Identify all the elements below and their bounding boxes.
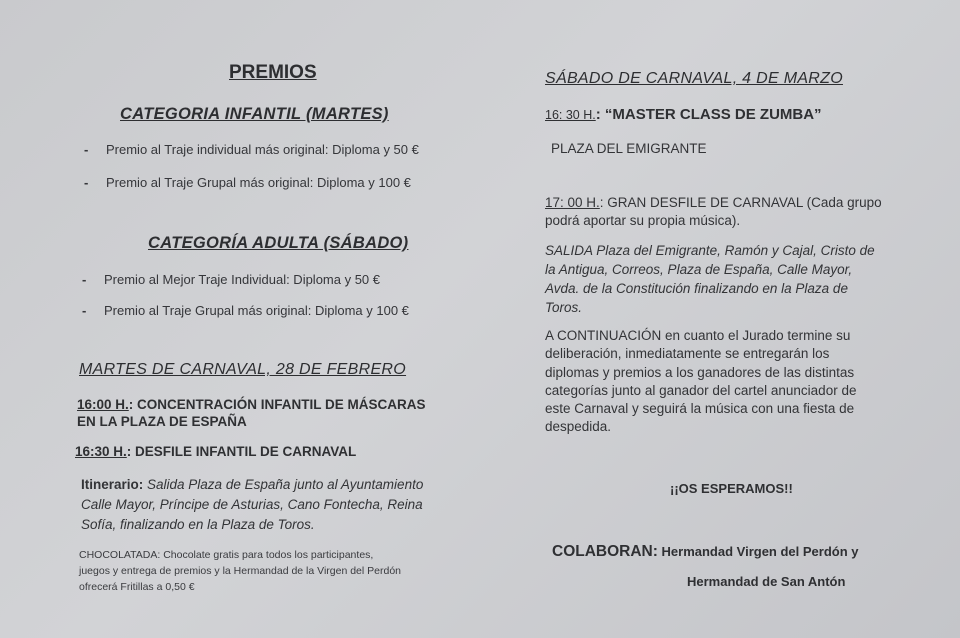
martes-event-2: [75, 444, 356, 459]
itinerario-line-1: [81, 476, 423, 494]
salida-line-2: la Antigua, Correos, Plaza de España, Calle Mayor,: [545, 262, 853, 277]
sabado-heading: SÁBADO DE CARNAVAL, 4 DE MARZO: [545, 70, 843, 87]
premio-item-text: Premio al Traje individual más original: Diploma y 50 €: [106, 142, 419, 157]
event-text: : DESFILE INFANTIL DE CARNAVAL: [126, 444, 357, 459]
salida-label: SALIDA: [545, 243, 593, 258]
premios-title: PREMIOS: [229, 62, 317, 83]
salida-text: Plaza del Emigrante, Ramón y Cajal, Cristo de: [592, 243, 875, 258]
continuacion-line-6: despedida.: [545, 419, 612, 434]
martes-event-1-place: EN LA PLAZA DE ESPAÑA: [77, 414, 247, 429]
colaboran-text: Hermandad Virgen del Perdón y: [657, 544, 859, 559]
salida-line-4: Toros.: [545, 300, 583, 315]
sabado-event-1-place: PLAZA DEL EMIGRANTE: [551, 141, 707, 156]
categoria-adulta-heading: CATEGORÍA ADULTA (SÁBADO): [148, 234, 409, 252]
sabado-event-2-line-2: podrá aportar su propia música).: [545, 213, 741, 228]
premio-item: [84, 175, 411, 190]
itinerario-line-3: Sofía, finalizando en la Plaza de Toros.: [81, 517, 315, 532]
chocolatada-line-2: juegos y entrega de premios y la Hermandad de la Virgen del Perdón: [79, 565, 402, 577]
premio-item-text: Premio al Traje Grupal más original: Diploma y 100 €: [104, 303, 409, 318]
sabado-event-1: [545, 106, 822, 123]
event-text: : “MASTER CLASS DE ZUMBA”: [595, 106, 822, 123]
event-text: : GRAN DESFILE DE CARNAVAL (Cada grupo: [599, 195, 882, 210]
martes-heading: MARTES DE CARNAVAL, 28 DE FEBRERO: [79, 361, 407, 378]
premio-item: [82, 303, 409, 318]
itinerario-label: Itinerario:: [81, 477, 144, 492]
colaboran-line-2: Hermandad de San Antón: [687, 574, 846, 589]
categoria-infantil-heading: CATEGORIA INFANTIL (MARTES): [120, 105, 389, 123]
premio-item-text: Premio al Traje Grupal más original: Diploma y 100 €: [106, 175, 411, 190]
itinerario-text: Salida Plaza de España junto al Ayuntamiento: [143, 477, 424, 492]
esperamos-text: ¡¡OS ESPERAMOS!!: [670, 481, 793, 496]
colaboran-line-1: [552, 543, 859, 561]
bullet-dash: -: [84, 175, 89, 190]
salida-line-1: [545, 242, 875, 260]
event-time: 17: 00 H.: [545, 195, 600, 210]
salida-line-3: Avda. de la Constitución finalizando en la Plaza de: [545, 281, 848, 296]
continuacion-line-5: este Carnaval y seguirá la música con una fiesta de: [545, 401, 855, 416]
continuacion-line-2: deliberación, inmediatamente se entregarán los: [545, 346, 830, 361]
premio-item: [82, 272, 380, 287]
martes-event-1: [77, 397, 426, 412]
premio-item: [84, 142, 419, 157]
premio-item-text: Premio al Mejor Traje Individual: Diploma y 50 €: [104, 272, 381, 287]
event-time: 16: 30 H.: [545, 108, 596, 122]
event-text: : CONCENTRACIÓN INFANTIL DE MÁSCARAS: [128, 397, 426, 412]
event-time: 16:30 H.: [75, 444, 127, 459]
itinerario-line-2: Calle Mayor, Príncipe de Asturias, Cano Fontecha, Reina: [81, 497, 423, 512]
colaboran-label: COLABORAN:: [552, 543, 658, 560]
bullet-dash: -: [82, 272, 87, 287]
continuacion-line-4: categorías junto al ganador del cartel anunciador de: [545, 383, 857, 398]
chocolatada-line-1: CHOCOLATADA: Chocolate gratis para todos los participantes,: [79, 549, 374, 561]
continuacion-line-3: diplomas y premios a los ganadores de las distintas: [545, 365, 855, 380]
sabado-event-2: [545, 194, 882, 212]
bullet-dash: -: [82, 303, 87, 318]
continuacion-line-1: A CONTINUACIÓN en cuanto el Jurado termine su: [545, 328, 851, 343]
bullet-dash: -: [84, 142, 89, 157]
event-time: 16:00 H.: [77, 397, 129, 412]
chocolatada-line-3: ofrecerá Fritillas a 0,50 €: [79, 581, 195, 593]
